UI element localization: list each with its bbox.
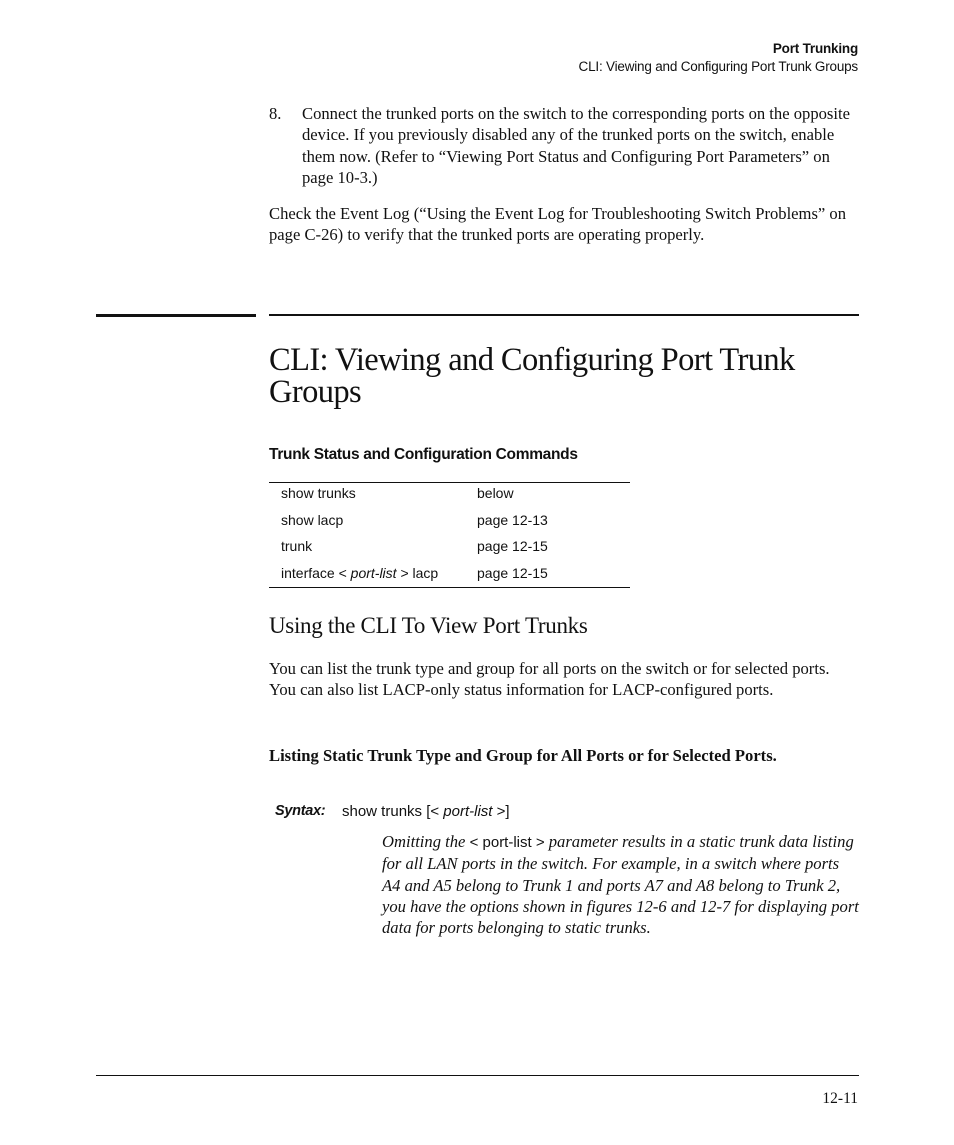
syntax-command-suffix: >]	[492, 803, 510, 820]
running-header-title: Port Trunking	[772, 41, 858, 56]
subsection-heading: Using the CLI To View Port Trunks	[269, 613, 588, 638]
page-number: 12-11	[822, 1090, 858, 1107]
table-cell-page: below	[477, 485, 514, 501]
section-heading: CLI: Viewing and Configuring Port Trunk Groups	[269, 342, 795, 410]
table-cell-command	[281, 512, 343, 528]
description-lead: Omitting the	[382, 832, 470, 851]
command-text: show trunks	[281, 485, 356, 501]
syntax-description	[382, 831, 860, 938]
table-cell-page: page 12-15	[477, 538, 548, 554]
command-table-title: Trunk Status and Configuration Commands	[269, 446, 578, 463]
command-suffix: > lacp	[396, 565, 439, 581]
syntax-label: Syntax:	[275, 803, 326, 819]
table-cell-page: page 12-13	[477, 512, 548, 528]
event-log-paragraph: Check the Event Log (“Using the Event Log for Troubleshooting Switch Problems” on page C-26) to verify that the trunked ports are operating properly.	[269, 204, 847, 245]
table-cell-command	[281, 485, 356, 501]
table-cell-command	[281, 538, 312, 554]
description-text: parameter results in a static trunk data listing for all LAN ports in the switch. For example, in a switch where ports A4 and A5 belong to Trunk 1 and ports A7 and A8 belong to Trunk 2, you have the options shown in figures 12-6 and 12-7 for displaying port data for ports belonging to static trunks.	[382, 832, 859, 938]
step-number: 8.	[269, 104, 282, 123]
listing-heading: Listing Static Trunk Type and Group for All Ports or for Selected Ports.	[269, 746, 777, 765]
table-top-rule	[269, 482, 630, 483]
command-text: show lacp	[281, 512, 344, 528]
running-header-subtitle: CLI: Viewing and Configuring Port Trunk Groups	[578, 59, 858, 74]
syntax-param: port-list	[443, 803, 493, 820]
command-param: port-list	[350, 565, 397, 581]
syntax-command	[342, 803, 510, 820]
section-rule-right	[269, 314, 859, 316]
syntax-command-text: show trunks [<	[342, 803, 444, 820]
table-cell-command	[281, 565, 438, 581]
table-bottom-rule	[269, 587, 630, 588]
table-cell-page: page 12-15	[477, 565, 548, 581]
description-param: < port-list >	[469, 834, 545, 851]
section-rule-left	[96, 314, 256, 317]
step-8	[269, 103, 859, 188]
command-text: interface <	[281, 565, 351, 581]
footer-rule	[96, 1075, 859, 1076]
command-text: trunk	[281, 538, 313, 554]
step-text: Connect the trunked ports on the switch to the corresponding ports on the opposite device. If you previously disabled any of the trunked ports on the switch, enable them now. (Refer to “Viewing Port Status and Configuring Port Parameters” on page 10-3.)	[302, 104, 850, 187]
subsection-paragraph: You can list the trunk type and group for all ports on the switch or for selected ports. You can also list LACP-only status information for LACP-configured ports.	[269, 659, 830, 700]
